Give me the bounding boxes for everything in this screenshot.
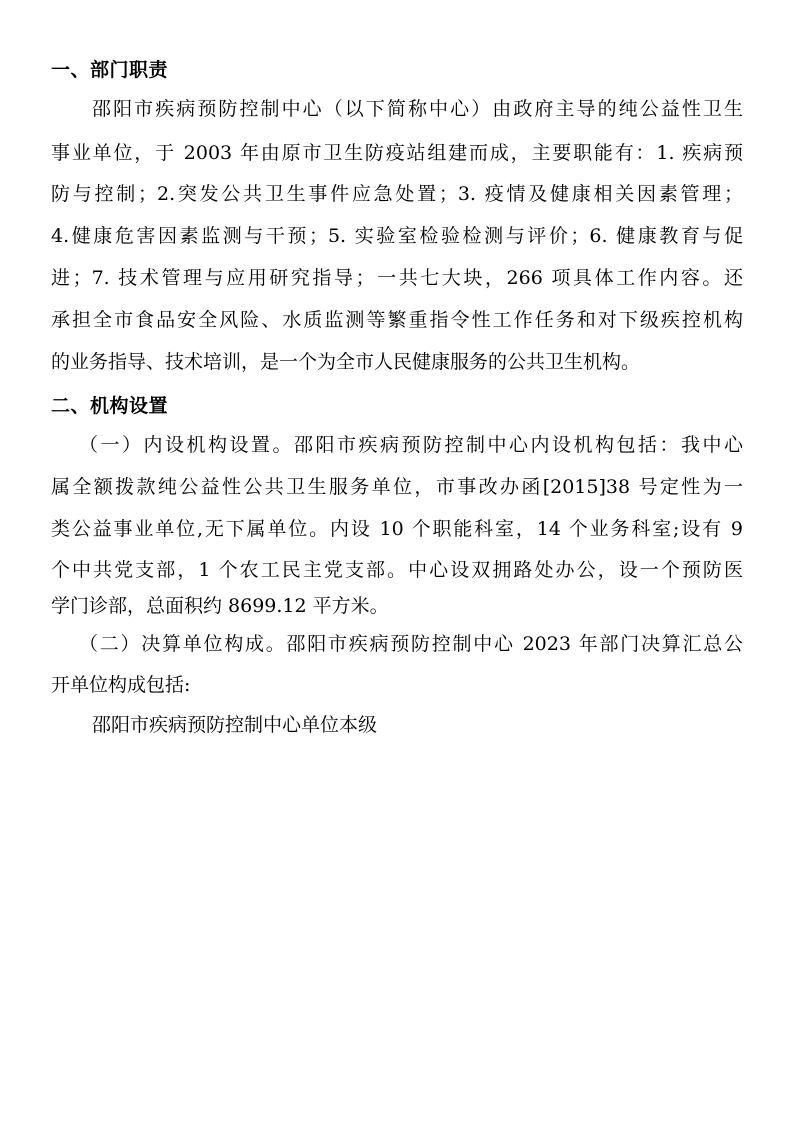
section-heading-department-duties: 一、部门职责 [51, 59, 169, 81]
paragraph-line: 开单位构成包括: [51, 674, 191, 696]
paragraph-line: 属全额拨款纯公益性公共卫生服务单位，市事改办函[2015]38 号定性为一 [51, 476, 743, 498]
paragraph-line: （二）决算单位构成。邵阳市疾病预防控制中心 2023 年部门决算汇总公 [79, 633, 743, 655]
paragraph-line: 类公益事业单位,无下属单位。内设 10 个职能科室，14 个业务科室;设有 9 [51, 518, 743, 540]
paragraph-line: 承担全市食品安全风险、水质监测等繁重指令性工作任务和对下级疾控机构 [51, 309, 743, 331]
paragraph-line: 4.健康危害因素监测与干预；5. 实验室检验检测与评价；6. 健康教育与促 [51, 225, 743, 247]
paragraph-line: 进；7. 技术管理与应用研究指导；一共七大块，266 项具体工作内容。还 [51, 267, 743, 289]
paragraph-line: 学门诊部，总面积约 8699.12 平方米。 [51, 595, 389, 617]
paragraph-line: 的业务指导、技术培训，是一个为全市人民健康服务的公共卫生机构。 [51, 351, 641, 373]
paragraph-line: 防与控制；2.突发公共卫生事件应急处置；3. 疫情及健康相关因素管理； [51, 183, 743, 205]
paragraph-line: 邵阳市疾病预防控制中心（以下简称中心）由政府主导的纯公益性卫生 [92, 98, 743, 120]
paragraph-line: 个中共党支部，1 个农工民主党支部。中心设双拥路处办公，设一个预防医 [51, 559, 743, 581]
section-heading-organization: 二、机构设置 [51, 395, 169, 417]
paragraph-line: 事业单位，于 2003 年由原市卫生防疫站组建而成，主要职能有：1. 疾病预 [51, 142, 743, 164]
unit-name: 邵阳市疾病预防控制中心单位本级 [92, 714, 378, 736]
paragraph-line: （一）内设机构设置。邵阳市疾病预防控制中心内设机构包括：我中心 [79, 434, 743, 456]
